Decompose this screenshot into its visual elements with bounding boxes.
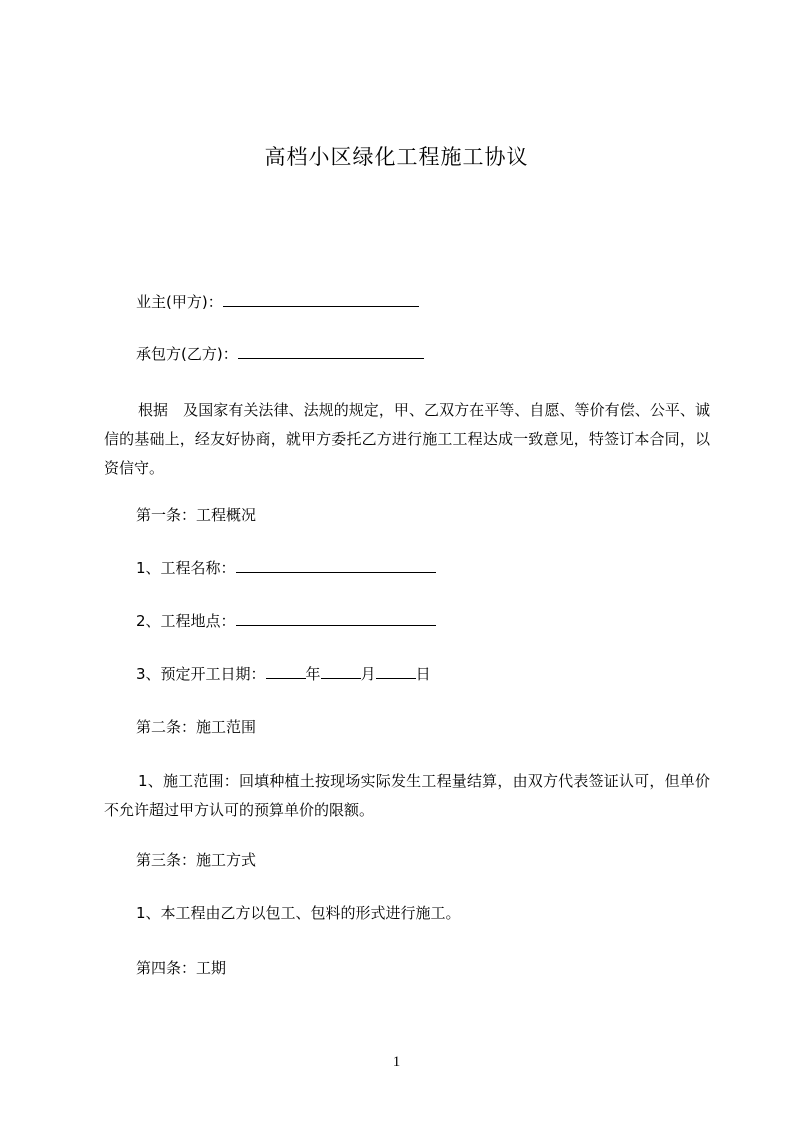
preamble-paragraph: 根据 及国家有关法律、法规的规定，甲、乙双方在平等、自愿、等价有偿、公平、诚信的基础上，经友好协商，就甲方委托乙方进行施工工程达成一致意见，特签订本合同，以资信守。 (104, 401, 710, 477)
year-blank (266, 663, 306, 679)
project-location-line (136, 608, 436, 634)
project-name-label: 1、工程名称： (136, 559, 236, 577)
party-a-blank (223, 291, 419, 307)
month-label: 月 (360, 665, 376, 683)
party-b-label: 承包方(乙方)： (136, 345, 238, 363)
project-name-line (136, 555, 436, 581)
month-blank (321, 663, 361, 679)
party-a-label: 业主(甲方)： (136, 293, 223, 311)
project-location-label: 2、工程地点： (136, 612, 236, 630)
article1-heading: 第一条：工程概况 (136, 506, 257, 524)
document-title: 高档小区绿化工程施工协议 (264, 145, 529, 169)
article2-heading: 第二条：施工范围 (136, 718, 257, 736)
article4-heading: 第四条：工期 (136, 959, 227, 977)
party-b-blank (238, 343, 424, 359)
party-a-line (136, 289, 419, 315)
start-date-label: 3、预定开工日期： (136, 665, 266, 683)
page-number: 1 (392, 1054, 401, 1070)
article3-item1: 1、本工程由乙方以包工、包料的形式进行施工。 (136, 904, 461, 922)
article3-heading: 第三条：施工方式 (136, 851, 257, 869)
start-date-line (136, 661, 431, 687)
party-b-line (136, 341, 424, 367)
project-location-blank (236, 610, 436, 626)
day-label: 日 (415, 665, 431, 683)
year-label: 年 (305, 665, 321, 683)
day-blank (376, 663, 416, 679)
article2-item1: 1、施工范围：回填种植土按现场实际发生工程量结算，由双方代表签证认可，但单价不允许超过甲方认可的预算单价的限额。 (104, 772, 710, 819)
project-name-blank (236, 557, 436, 573)
